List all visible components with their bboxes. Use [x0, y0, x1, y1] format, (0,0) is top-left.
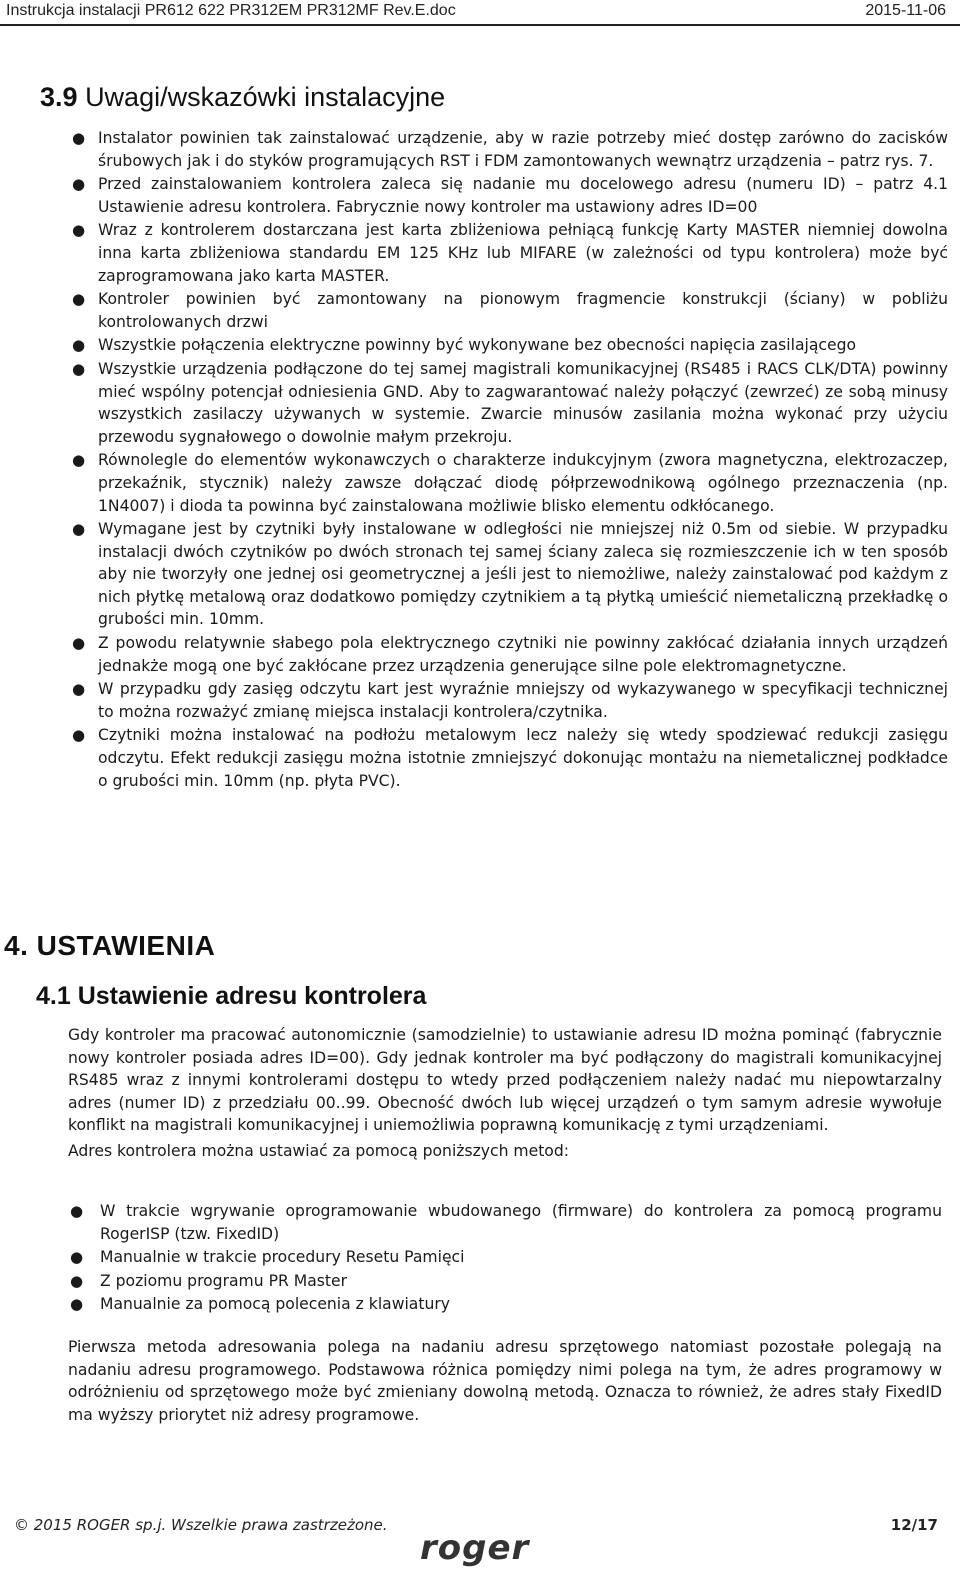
- list-item: [70, 632, 948, 677]
- address-types-paragraph: Pierwsza metoda adresowania polega na nadaniu adresu sprzętowego natomiast pozostałe polegają na nadaniu adresu programowego. Podstawowa różnica pomiędzy nimi polega na tym, że adres programowy w odróżnieniu od sprzętowego może być zmieniany dowolną metodą. Oznacza to również, że adres stały FixedID ma wyższy priorytet niż adresy programowe.: [68, 1338, 942, 1424]
- list-item: [70, 449, 948, 517]
- list-item-text: Manualnie za pomocą polecenia z klawiatury: [100, 1295, 450, 1314]
- list-item: [70, 678, 948, 723]
- list-item: [70, 358, 948, 448]
- list-item-text: Równolegle do elementów wykonawczych o charakterze indukcyjnym (zwora magnetyczna, elektrozaczep, przekaźnik, stycznik) należy zawsze dołączać diodę półprzewodnikową ogólnego przeznaczenia (np. 1N4007) i dioda ta powinna być zainstalowana możliwie blisko elementu odkłócanego.: [98, 451, 948, 515]
- list-item-text: Przed zainstalowaniem kontrolera zaleca się nadanie mu docelowego adresu (numeru ID) – patrz 4.1 Ustawienie adresu kontrolera. Fabrycznie nowy kontroler ma ustawiony adres ID=00: [98, 175, 948, 216]
- list-item-text: Wszystkie połączenia elektryczne powinny być wykonywane bez obecności napięcia zasilającego: [98, 336, 857, 355]
- header-divider: [0, 24, 960, 26]
- bullet-icon: ●: [72, 290, 86, 309]
- list-item-text: Z poziomu programu PR Master: [100, 1271, 348, 1290]
- bullet-icon: ●: [70, 1202, 84, 1220]
- section-3-9-heading: [40, 82, 445, 113]
- list-item: [68, 1293, 942, 1316]
- section-number: 3.9: [40, 82, 78, 112]
- copyright-notice: © 2015 ROGER sp.j. Wszelkie prawa zastrzeżone.: [14, 1516, 388, 1534]
- list-item-text: Kontroler powinien być zamontowany na pionowym fragmencie konstrukcji (ściany) w pobliżu kontrolowanych drzwi: [98, 290, 948, 331]
- list-item-text: Instalator powinien tak zainstalować urządzenie, aby w razie potrzeby mieć dostęp zarówno do zacisków śrubowych jak i do styków programujących RST i FDM zamontowanych wewnątrz urządzenia – patrz rys. 7.: [98, 129, 948, 170]
- list-item: [70, 173, 948, 218]
- bullet-icon: ●: [72, 726, 86, 745]
- list-item-text: Z powodu relatywnie słabego pola elektrycznego czytniki nie powinny zakłócać działania innych urządzeń jednakże mogą one być zakłócane przez urządzenia generujące silne pole elektromagnetyczne.: [98, 634, 948, 675]
- address-methods-intro: Adres kontrolera można ustawiać za pomocą poniższych metod:: [68, 1142, 570, 1160]
- address-intro-paragraph: Gdy kontroler ma pracować autonomicznie (samodzielnie) to ustawianie adresu ID można pominąć (fabrycznie nowy kontroler posiada adres ID=00). Gdy jednak kontroler ma być podłączony do magistrali komunikacyjnej RS485 wraz z innymi kontrolerami dostępu to wtedy przed podłączeniem należy nadać mu niepowtarzalny adres (numer ID) z przedziału 00..99. Obecność dwóch lub więcej urządzeń o tym samym adresie wywołuje konflikt na magistrali komunikacyjnej i uniemożliwia poprawną komunikację z tymi urządzeniami.: [68, 1026, 942, 1135]
- bullet-icon: ●: [70, 1271, 84, 1290]
- address-methods-list: [68, 1200, 942, 1317]
- list-item: [70, 219, 948, 287]
- bullet-icon: ●: [72, 221, 86, 240]
- list-item-text: Manualnie w trakcie procedury Resetu Pamięci: [100, 1248, 465, 1267]
- bullet-icon: ●: [72, 680, 86, 699]
- bullet-icon: ●: [72, 175, 86, 194]
- list-item-text: W przypadku gdy zasięg odczytu kart jest wyraźnie mniejszy od wykazywanego w specyfikacji technicznej to można rozważyć zmianę miejsca instalacji kontrolera/czytnika.: [98, 680, 948, 721]
- list-item: [68, 1270, 942, 1293]
- list-item-text: Wszystkie urządzenia podłączone do tej samej magistrali komunikacyjnej (RS485 i RACS CLK/DTA) powinny mieć wspólny potencjał odniesienia GND. Aby to zagwarantować należy połączyć (zewrzeć) ze sobą minusy wszystkich zasilaczy używanych w systemie. Zwarcie minusów zasilania można wykonać przy użyciu przewodu sygnałowego o dowolnie małym przekroju.: [98, 359, 948, 446]
- installation-notes-list: [70, 127, 948, 793]
- page-header: [0, 0, 960, 24]
- document-date: 2015-11-06: [865, 2, 946, 19]
- list-item: [70, 334, 948, 357]
- bullet-icon: ●: [72, 336, 86, 355]
- bullet-icon: ●: [72, 634, 86, 653]
- list-item: [70, 518, 948, 631]
- list-item-text: Wymagane jest by czytniki były instalowane w odległości nie mniejszej niż 0.5m od siebie. W przypadku instalacji dwóch czytników po dwóch stronach tej samej ściany zaleca się rozmieszczenie ich w ten sposób aby nie tworzyły one jednej osi geometrycznej a jeśli jest to niemożliwe, należy zainstalować pod każdym z nich płytkę metalową oraz dodatkowo pomiędzy czytnikiem a tą płytką umieścić niemetaliczną przekładkę o grubości min. 10mm.: [98, 520, 948, 629]
- section-4-1-heading: 4.1 Ustawienie adresu kontrolera: [36, 982, 427, 1010]
- page-number: 12/17: [890, 1516, 938, 1534]
- list-item: [70, 724, 948, 792]
- bullet-icon: ●: [72, 129, 86, 147]
- list-item-text: W trakcie wgrywanie oprogramowanie wbudowanego (firmware) do kontrolera za pomocą programu RogerISP (tzw. FixedID): [100, 1202, 942, 1243]
- bullet-icon: ●: [70, 1248, 84, 1267]
- list-item: [68, 1200, 942, 1245]
- bullet-icon: ●: [72, 359, 86, 378]
- list-item: [68, 1246, 942, 1269]
- bullet-icon: ●: [72, 451, 86, 470]
- list-item: [70, 127, 948, 172]
- roger-logo: roger: [420, 1528, 530, 1568]
- document-name: Instrukcja instalacji PR612 622 PR312EM PR312MF Rev.E.doc: [6, 2, 456, 19]
- list-item: [70, 288, 948, 333]
- section-4-heading: 4. USTAWIENIA: [4, 930, 216, 961]
- list-item-text: Czytniki można instalować na podłożu metalowym lecz należy się wtedy spodziewać redukcji zasięgu odczytu. Efekt redukcji zasięgu można istotnie zmniejszyć dokonując montażu na niemetalicznej podkładce o grubości min. 10mm (np. płyta PVC).: [98, 726, 948, 790]
- bullet-icon: ●: [70, 1295, 84, 1314]
- bullet-icon: ●: [72, 520, 86, 539]
- list-item-text: Wraz z kontrolerem dostarczana jest karta zbliżeniowa pełniącą funkcję Karty MASTER niemniej dowolna inna karta zbliżeniowa standardu EM 125 KHz lub MIFARE (w zależności od typu kontrolera) może być zaprogramowana jako karta MASTER.: [98, 221, 948, 285]
- section-title: Uwagi/wskazówki instalacyjne: [85, 82, 446, 112]
